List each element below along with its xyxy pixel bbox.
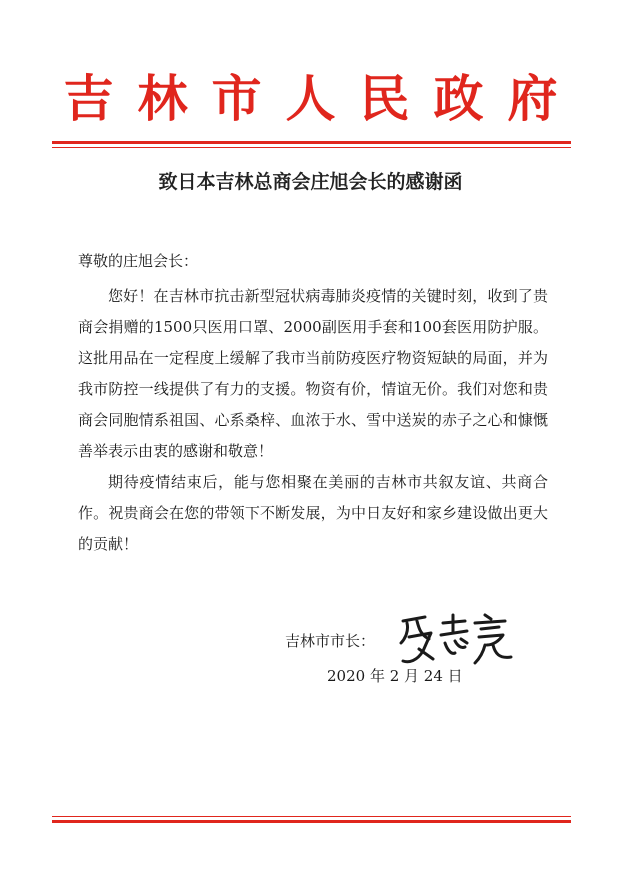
signatory-label: 吉林市市长： <box>285 632 376 650</box>
top-rule-thin <box>52 147 571 148</box>
bottom-rule-thick <box>52 820 571 823</box>
top-rule-thick <box>52 141 571 144</box>
salutation: 尊敬的庄旭会长： <box>78 252 199 270</box>
signature-block <box>285 609 545 665</box>
bottom-rule-thin <box>52 816 571 817</box>
paragraph-thanks: 您好！在吉林市抗击新型冠状病毒肺炎疫情的关键时刻，收到了贵商会捐赠的1500只医用口罩、2000副医用手套和100套医用防护服。这批用品在一定程度上缓解了我市当前防疫医疗物资短缺的局面，并为我市防控一线提供了有力的支援。物资有价，情谊无价。我们对您和贵商会同胞情系祖国、心系桑梓、血浓于水、雪中送炭的赤子之心和慷慨善举表示由衷的感谢和敬意！ <box>78 287 548 460</box>
letter-date: 2020 年 2 月 24 日 <box>327 667 463 685</box>
letterhead-title: 吉林市人民政府 <box>63 70 582 128</box>
letter-title: 致日本吉林总商会庄旭会长的感谢函 <box>158 171 463 193</box>
letter-body <box>78 281 548 560</box>
handwritten-signature <box>395 609 515 665</box>
paragraph-wishes: 期待疫情结束后，能与您相聚在美丽的吉林市共叙友谊、共商合作。祝贵商会在您的带领下不断发展，为中日友好和家乡建设做出更大的贡献！ <box>78 473 548 553</box>
